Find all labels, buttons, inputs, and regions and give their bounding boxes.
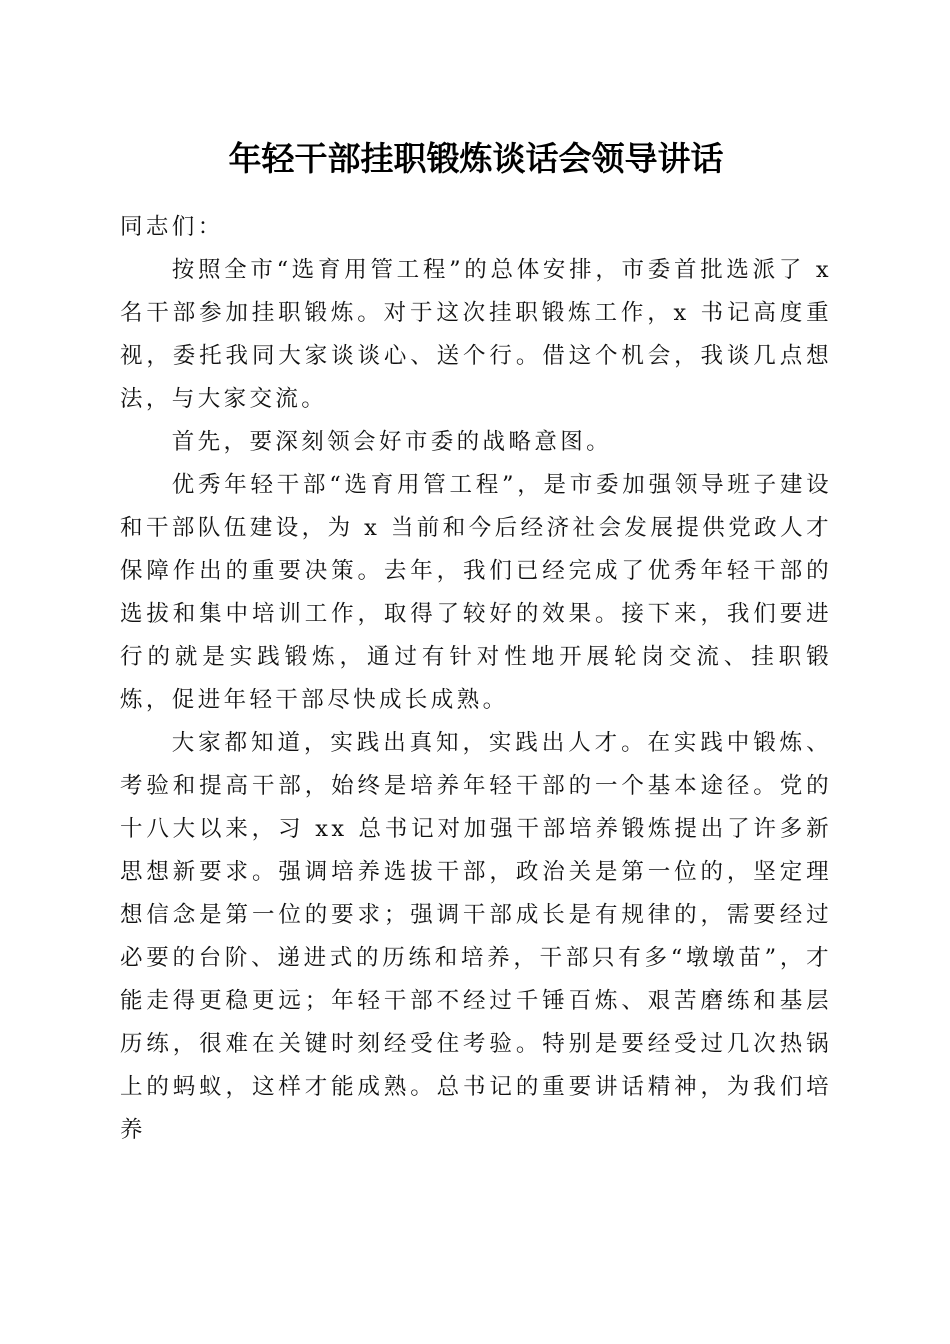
salutation: 同志们： <box>120 214 224 240</box>
paragraph-heading-first-point: 首先，要深刻领会好市委的战略意图。 <box>171 429 613 455</box>
document-title: 年轻干部挂职锻炼谈话会领导讲话 <box>228 139 724 178</box>
paragraph-intro: 按照全市“选育用管工程”的总体安排，市委首批选派了 x 名干部参加挂职锻炼。对于这次挂职锻炼工作，x 书记高度重视，委托我同大家谈谈心、送个行。借这个机会，我谈几点想法，与大家交流。 <box>120 257 832 412</box>
paragraph-practice: 大家都知道，实践出真知，实践出人才。在实践中锻炼、考验和提高干部，始终是培养年轻干部的一个基本途径。党的十八大以来，习 xx 总书记对加强干部培养锻炼提出了许多新思想新要求。强调培养选拔干部，政治关是第一位的，坚定理想信念是第一位的要求；强调干部成长是有规律的，需要经过必要的台阶、递进式的历练和培养，干部只有多“墩墩苗”，才能走得更稳更远；年轻干部不经过千锤百炼、艰苦磨练和基层历练，很难在关键时刻经受住考验。特别是要经受过几次热锅上的蚂蚁，这样才能成熟。总书记的重要讲话精神，为我们培养 <box>120 730 832 1143</box>
paragraph-strategy: 优秀年轻干部“选育用管工程”，是市委加强领导班子建设和干部队伍建设，为 x 当前和今后经济社会发展提供党政人才保障作出的重要决策。去年，我们已经完成了优秀年轻干部的选拔和集中培训工作，取得了较好的效果。接下来，我们要进行的就是实践锻炼，通过有针对性地开展轮岗交流、挂职锻炼，促进年轻干部尽快成长成熟。 <box>120 472 832 713</box>
document-body <box>120 206 832 1152</box>
